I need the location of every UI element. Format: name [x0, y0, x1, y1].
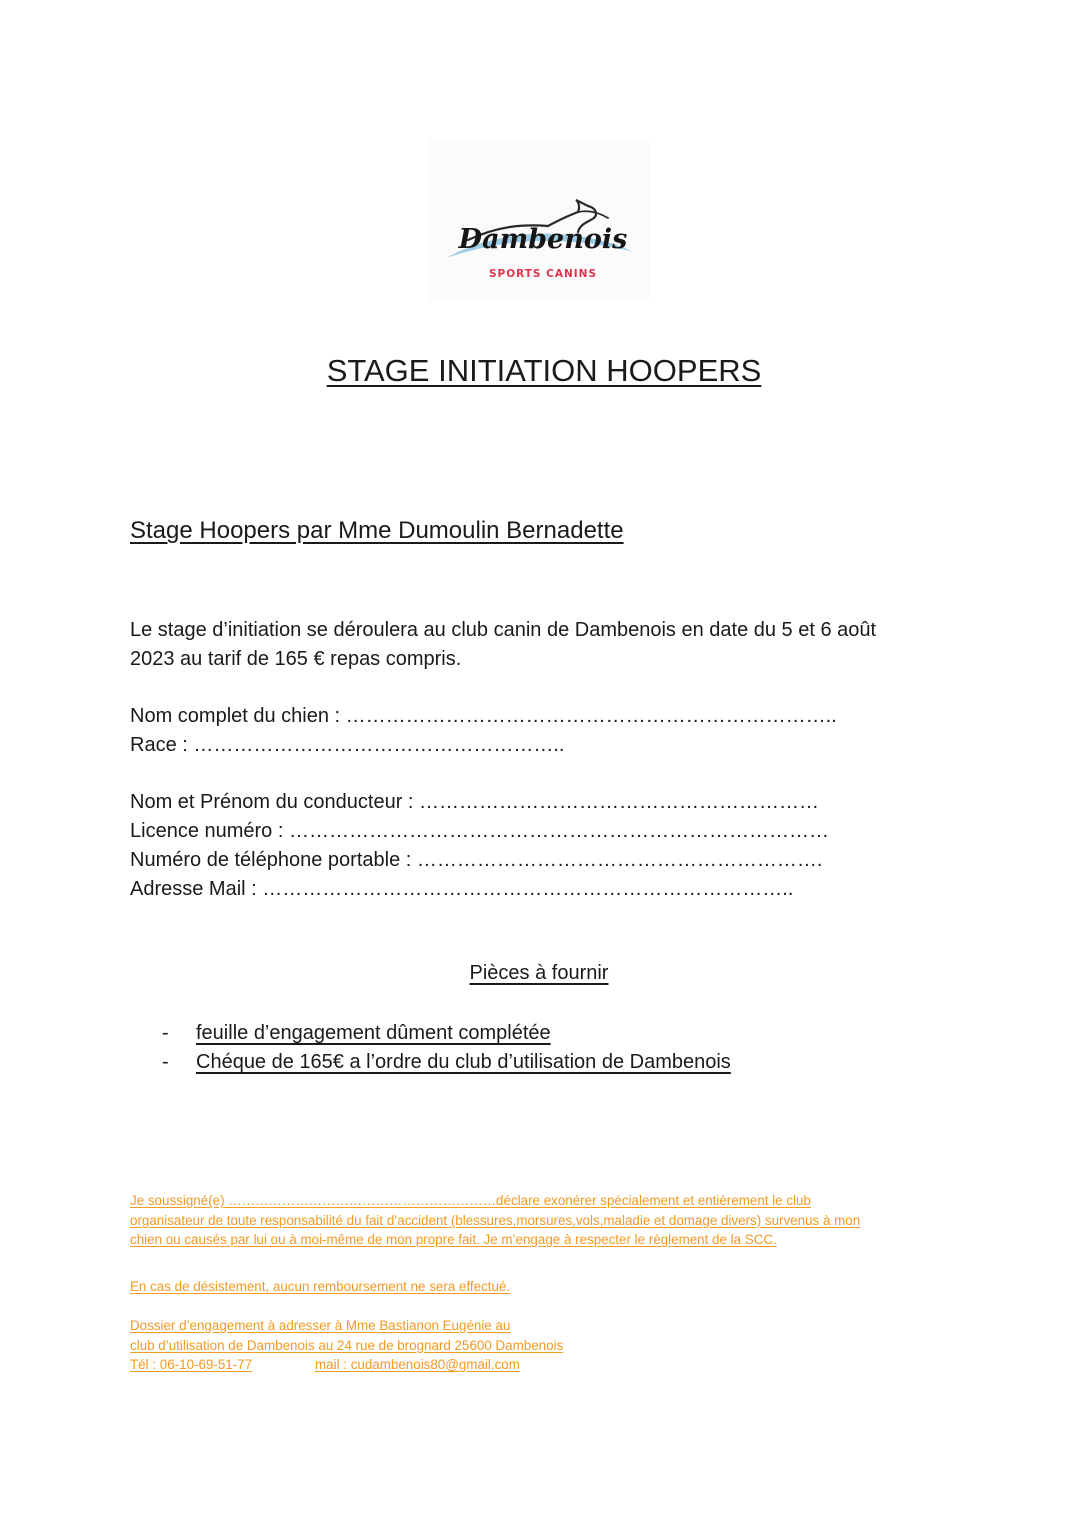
logo-brand-text: Dambenois [458, 224, 628, 255]
club-logo [428, 140, 650, 300]
intro-line: 2023 au tarif de 165 € repas compris. [130, 648, 462, 670]
page-title: STAGE INITIATION HOOPERS [326, 353, 762, 388]
dog-name-field[interactable]: Nom complet du chien : ……………………………………………………………….. [130, 705, 837, 727]
logo-subtitle: SPORTS CANINS [488, 268, 598, 280]
dog-fields [130, 702, 1010, 760]
disclaimer-line: Je soussigné(e) ……………………………………………………déclare exonérer spécialement et entièrement le club [130, 1193, 811, 1208]
cancellation-notice: En cas de désistement, aucun remboursement ne sera effectué. [130, 1279, 511, 1294]
email-field[interactable]: Adresse Mail : …………………………………………………………………….. [130, 878, 794, 900]
list-item-text: feuille d’engagement dûment complétée [196, 1022, 551, 1044]
breed-field[interactable]: Race : ……………………………………………….. [130, 734, 565, 756]
list-item [162, 1048, 731, 1077]
mobile-phone-field[interactable]: Numéro de téléphone portable : ……………………………………………………. [130, 849, 823, 871]
documents-list [162, 1019, 731, 1077]
dossier-line: Dossier d’engagement à adresser à Mme Bastianon Eugénie au [130, 1318, 511, 1333]
documents-heading: Pièces à fournir [469, 962, 609, 984]
disclaimer-line: chien ou causés par lui ou à moi-même de mon propre fait. Je m’engage à respecter le règlement de la SCC. [130, 1232, 777, 1247]
instructor-heading: Stage Hoopers par Mme Dumoulin Bernadette [130, 517, 624, 544]
intro-paragraph [130, 616, 960, 674]
intro-line: Le stage d’initiation se déroulera au club canin de Dambenois en date du 5 et 6 août [130, 619, 877, 641]
list-item [162, 1019, 731, 1048]
handler-fields [130, 788, 1010, 904]
licence-field[interactable]: Licence numéro : ……………………………………………………………………… [130, 820, 829, 842]
dossier-address [130, 1316, 950, 1375]
handler-name-field[interactable]: Nom et Prénom du conducteur : …………………………………………………… [130, 791, 820, 813]
list-item-text: Chéque de 165€ a l’ordre du club d’utilisation de Dambenois [196, 1051, 731, 1073]
disclaimer-line: organisateur de toute responsabilité du fait d’accident (blessures,morsures,vols,maladie et domage divers) survenus à mon [130, 1212, 861, 1228]
list-dash: - [162, 1022, 169, 1044]
disclaimer [130, 1191, 950, 1250]
contact-row [130, 1355, 950, 1375]
dossier-line: club d’utilisation de Dambenois au 24 rue de brognard 25600 Dambenois [130, 1337, 564, 1353]
list-dash: - [162, 1051, 169, 1073]
phone-number: Tél : 06-10-69-51-77 [130, 1357, 253, 1372]
email-link[interactable]: mail : cudambenois80@gmail.com [315, 1357, 520, 1372]
